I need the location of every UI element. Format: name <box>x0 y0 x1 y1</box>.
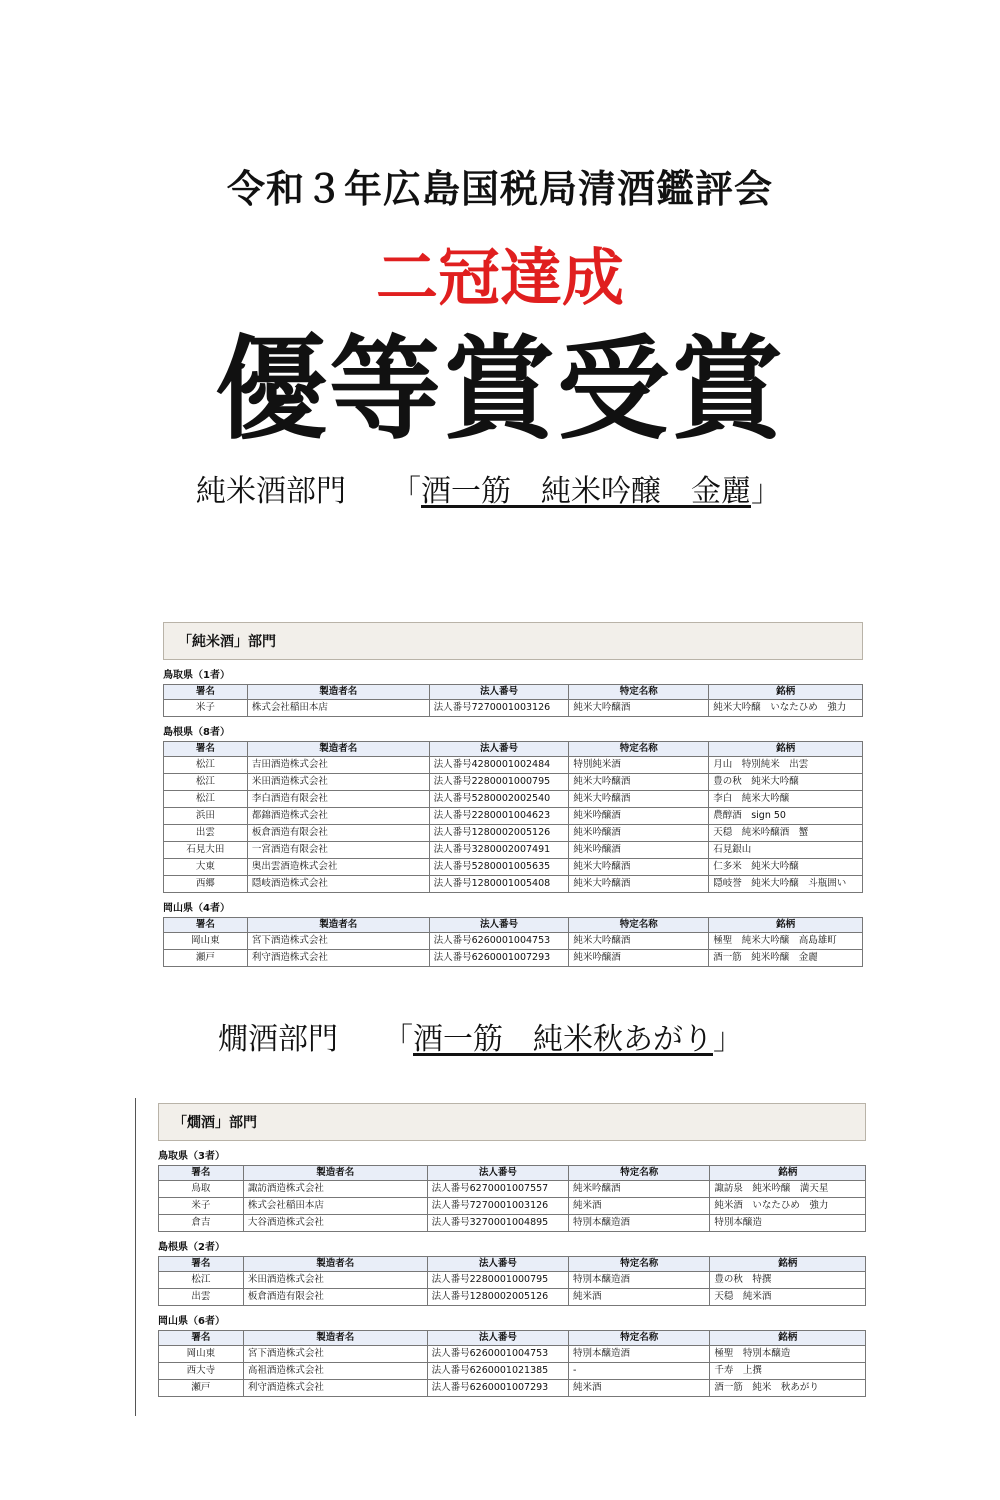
table-row <box>164 876 863 893</box>
table-cell: 純米大吟醸酒 <box>569 700 709 717</box>
table-cell: 松江 <box>164 791 248 808</box>
table-cell: - <box>569 1363 710 1380</box>
column-header: 特定名称 <box>569 685 709 700</box>
table-cell: 法人番号6260001007293 <box>429 950 569 967</box>
table-header-row <box>159 1331 866 1346</box>
table-cell: 純米酒 いなたひめ 強力 <box>710 1198 866 1215</box>
column-header: 銘柄 <box>709 742 863 757</box>
table-cell: 法人番号2280001000795 <box>429 774 569 791</box>
category-line-kanzake <box>218 1014 743 1058</box>
table-cell: 出雲 <box>164 825 248 842</box>
results-table <box>163 917 863 967</box>
prefecture-label: 鳥取県（3者） <box>158 1151 225 1162</box>
table-cell: 月山 特別純米 出雲 <box>709 757 863 774</box>
table-row <box>159 1181 866 1198</box>
table-row <box>159 1198 866 1215</box>
table-cell: 純米吟醸酒 <box>569 842 709 859</box>
table-row <box>164 933 863 950</box>
column-header: 銘柄 <box>710 1257 866 1272</box>
table-row <box>164 842 863 859</box>
table-cell: 倉吉 <box>159 1215 244 1232</box>
table-cell: 隠岐酒造株式会社 <box>247 876 429 893</box>
results-table <box>163 741 863 893</box>
bracket-open: 「 <box>398 1022 413 1057</box>
table-cell: 法人番号1280001005408 <box>429 876 569 893</box>
column-header: 法人番号 <box>429 685 569 700</box>
table-cell: 板倉酒造有限会社 <box>243 1289 427 1306</box>
table-cell: 奥出雲酒造株式会社 <box>247 859 429 876</box>
column-header: 特定名称 <box>569 742 709 757</box>
table-cell: 利守酒造株式会社 <box>243 1380 427 1397</box>
table-cell: 隠岐誉 純米大吟醸 斗瓶囲い <box>709 876 863 893</box>
divider-line <box>135 1098 136 1416</box>
table-cell: 都錦酒造株式会社 <box>247 808 429 825</box>
table-cell: 諏訪酒造株式会社 <box>243 1181 427 1198</box>
table-cell: 大谷酒造株式会社 <box>243 1215 427 1232</box>
column-header: 特定名称 <box>569 1331 710 1346</box>
table-cell: 米田酒造株式会社 <box>247 774 429 791</box>
table-cell: 宮下酒造株式会社 <box>247 933 429 950</box>
panel-title: 「燗酒」部門 <box>158 1103 866 1141</box>
results-table <box>163 684 863 717</box>
table-cell: 純米大吟醸酒 <box>569 933 709 950</box>
table-cell: 法人番号1280002005126 <box>429 825 569 842</box>
table-cell: 天穏 純米酒 <box>710 1289 866 1306</box>
table-cell: 極聖 純米大吟醸 高島雄町 <box>709 933 863 950</box>
prefecture-label: 鳥取県（1者） <box>163 670 230 681</box>
column-header: 特定名称 <box>569 918 709 933</box>
column-header: 銘柄 <box>710 1331 866 1346</box>
table-cell: 西大寺 <box>159 1363 244 1380</box>
table-cell: 純米吟醸酒 <box>569 825 709 842</box>
table-row <box>164 825 863 842</box>
table-cell: 純米大吟醸酒 <box>569 774 709 791</box>
category-label: 純米酒部門 <box>196 474 346 509</box>
product-name: 酒一筋 純米吟醸 金麗 <box>421 474 751 509</box>
table-cell: 天穏 純米吟醸酒 蟹 <box>709 825 863 842</box>
table-header-row <box>164 742 863 757</box>
competition-title: 令和３年広島国税局清酒鑑評会 <box>226 167 773 211</box>
table-cell: 豊の秋 特撰 <box>710 1272 866 1289</box>
table-cell: 法人番号4280001002484 <box>429 757 569 774</box>
table-cell: 特別本醸造酒 <box>569 1346 710 1363</box>
table-row <box>164 700 863 717</box>
column-header: 製造者名 <box>243 1166 427 1181</box>
column-header: 特定名称 <box>569 1166 710 1181</box>
table-cell: 諏訪泉 純米吟醸 満天星 <box>710 1181 866 1198</box>
table-cell: 浜田 <box>164 808 248 825</box>
table-cell: 石見大田 <box>164 842 248 859</box>
table-header-row <box>159 1166 866 1181</box>
column-header: 署名 <box>159 1257 244 1272</box>
table-cell: 酒一筋 純米吟醸 金麗 <box>709 950 863 967</box>
product-name: 酒一筋 純米秋あがり <box>413 1022 713 1057</box>
bracket-close: 」 <box>713 1022 743 1057</box>
table-cell: 李白酒造有限会社 <box>247 791 429 808</box>
column-header: 法人番号 <box>429 742 569 757</box>
table-cell: 宮下酒造株式会社 <box>243 1346 427 1363</box>
bracket-open: 「 <box>406 474 421 509</box>
table-cell: 仁多米 純米大吟醸 <box>709 859 863 876</box>
table-row <box>159 1380 866 1397</box>
prefecture-label: 岡山県（4者） <box>163 903 230 914</box>
table-cell: 法人番号5280001005635 <box>429 859 569 876</box>
table-cell: 出雲 <box>159 1289 244 1306</box>
table-cell: 純米吟醸酒 <box>569 808 709 825</box>
table-cell: 法人番号6260001007293 <box>427 1380 568 1397</box>
table-cell: 株式会社稲田本店 <box>243 1198 427 1215</box>
table-cell: 純米大吟醸酒 <box>569 876 709 893</box>
table-cell: 法人番号6260001021385 <box>427 1363 568 1380</box>
results-panel-junmai <box>163 622 863 988</box>
table-cell: 純米大吟醸 いなたひめ 強力 <box>709 700 863 717</box>
column-header: 署名 <box>164 685 248 700</box>
table-cell: 特別本醸造酒 <box>569 1215 710 1232</box>
results-table <box>158 1165 866 1232</box>
column-header: 製造者名 <box>247 685 429 700</box>
table-cell: 瀬戸 <box>159 1380 244 1397</box>
category-line-junmai <box>196 466 781 510</box>
table-cell: 高祖酒造株式会社 <box>243 1363 427 1380</box>
table-cell: 西郷 <box>164 876 248 893</box>
table-row <box>159 1272 866 1289</box>
prefecture-label: 島根県（8者） <box>163 727 230 738</box>
table-cell: 法人番号6260001004753 <box>429 933 569 950</box>
table-cell: 法人番号6260001004753 <box>427 1346 568 1363</box>
table-cell: 酒一筋 純米 秋あがり <box>710 1380 866 1397</box>
table-cell: 法人番号7270001003126 <box>427 1198 568 1215</box>
table-cell: 法人番号1280002005126 <box>427 1289 568 1306</box>
table-row <box>159 1289 866 1306</box>
table-cell: 米子 <box>159 1198 244 1215</box>
table-cell: 法人番号3270001004895 <box>427 1215 568 1232</box>
table-cell: 石見銀山 <box>709 842 863 859</box>
table-cell: 鳥取 <box>159 1181 244 1198</box>
column-header: 署名 <box>159 1166 244 1181</box>
table-cell: 特別本醸造 <box>710 1215 866 1232</box>
table-cell: 米子 <box>164 700 248 717</box>
table-row <box>164 859 863 876</box>
table-row <box>159 1215 866 1232</box>
panel-title: 「純米酒」部門 <box>163 622 863 660</box>
results-table <box>158 1330 866 1397</box>
table-row <box>164 774 863 791</box>
table-cell: 法人番号5280002002540 <box>429 791 569 808</box>
table-row <box>164 757 863 774</box>
table-cell: 純米大吟醸酒 <box>569 859 709 876</box>
table-cell: 純米大吟醸酒 <box>569 791 709 808</box>
prefecture-label: 島根県（2者） <box>158 1242 225 1253</box>
table-header-row <box>164 918 863 933</box>
table-cell: 特別本醸造酒 <box>569 1272 710 1289</box>
table-cell: 法人番号3280002007491 <box>429 842 569 859</box>
category-label: 燗酒部門 <box>218 1022 338 1057</box>
table-cell: 純米酒 <box>569 1380 710 1397</box>
table-cell: 純米酒 <box>569 1198 710 1215</box>
table-header-row <box>164 685 863 700</box>
table-cell: 豊の秋 純米大吟醸 <box>709 774 863 791</box>
column-header: 法人番号 <box>427 1331 568 1346</box>
column-header: 製造者名 <box>247 742 429 757</box>
table-cell: 松江 <box>164 757 248 774</box>
table-cell: 岡山東 <box>164 933 248 950</box>
table-row <box>159 1363 866 1380</box>
table-cell: 板倉酒造有限会社 <box>247 825 429 842</box>
table-cell: 法人番号2280001004623 <box>429 808 569 825</box>
table-cell: 純米吟醸酒 <box>569 950 709 967</box>
table-cell: 極聖 特別本醸造 <box>710 1346 866 1363</box>
double-crown-heading: 二冠達成 <box>375 241 624 314</box>
table-cell: 李白 純米大吟醸 <box>709 791 863 808</box>
column-header: 製造者名 <box>243 1331 427 1346</box>
column-header: 法人番号 <box>427 1257 568 1272</box>
table-cell: 特別純米酒 <box>569 757 709 774</box>
column-header: 署名 <box>164 918 248 933</box>
table-cell: 法人番号2280001000795 <box>427 1272 568 1289</box>
column-header: 製造者名 <box>247 918 429 933</box>
table-header-row <box>159 1257 866 1272</box>
column-header: 銘柄 <box>709 918 863 933</box>
column-header: 銘柄 <box>710 1166 866 1181</box>
table-cell: 一宮酒造有限会社 <box>247 842 429 859</box>
column-header: 署名 <box>164 742 248 757</box>
table-cell: 純米酒 <box>569 1289 710 1306</box>
bracket-close: 」 <box>751 474 781 509</box>
table-cell: 吉田酒造株式会社 <box>247 757 429 774</box>
table-cell: 岡山東 <box>159 1346 244 1363</box>
table-cell: 法人番号7270001003126 <box>429 700 569 717</box>
table-cell: 大東 <box>164 859 248 876</box>
column-header: 銘柄 <box>709 685 863 700</box>
table-cell: 米田酒造株式会社 <box>243 1272 427 1289</box>
table-row <box>164 808 863 825</box>
table-row <box>164 950 863 967</box>
table-cell: 農醇酒 sign 50 <box>709 808 863 825</box>
column-header: 特定名称 <box>569 1257 710 1272</box>
column-header: 法人番号 <box>429 918 569 933</box>
prefecture-label: 岡山県（6者） <box>158 1316 225 1327</box>
table-cell: 瀬戸 <box>164 950 248 967</box>
table-row <box>164 791 863 808</box>
table-cell: 利守酒造株式会社 <box>247 950 429 967</box>
results-table <box>158 1256 866 1306</box>
table-cell: 法人番号6270001007557 <box>427 1181 568 1198</box>
column-header: 製造者名 <box>243 1257 427 1272</box>
results-panel-kanzake <box>158 1103 866 1415</box>
award-heading: 優等賞受賞 <box>215 324 785 455</box>
table-row <box>159 1346 866 1363</box>
table-cell: 松江 <box>159 1272 244 1289</box>
table-cell: 株式会社稲田本店 <box>247 700 429 717</box>
table-cell: 純米吟醸酒 <box>569 1181 710 1198</box>
table-cell: 千寿 上撰 <box>710 1363 866 1380</box>
table-cell: 松江 <box>164 774 248 791</box>
column-header: 署名 <box>159 1331 244 1346</box>
column-header: 法人番号 <box>427 1166 568 1181</box>
